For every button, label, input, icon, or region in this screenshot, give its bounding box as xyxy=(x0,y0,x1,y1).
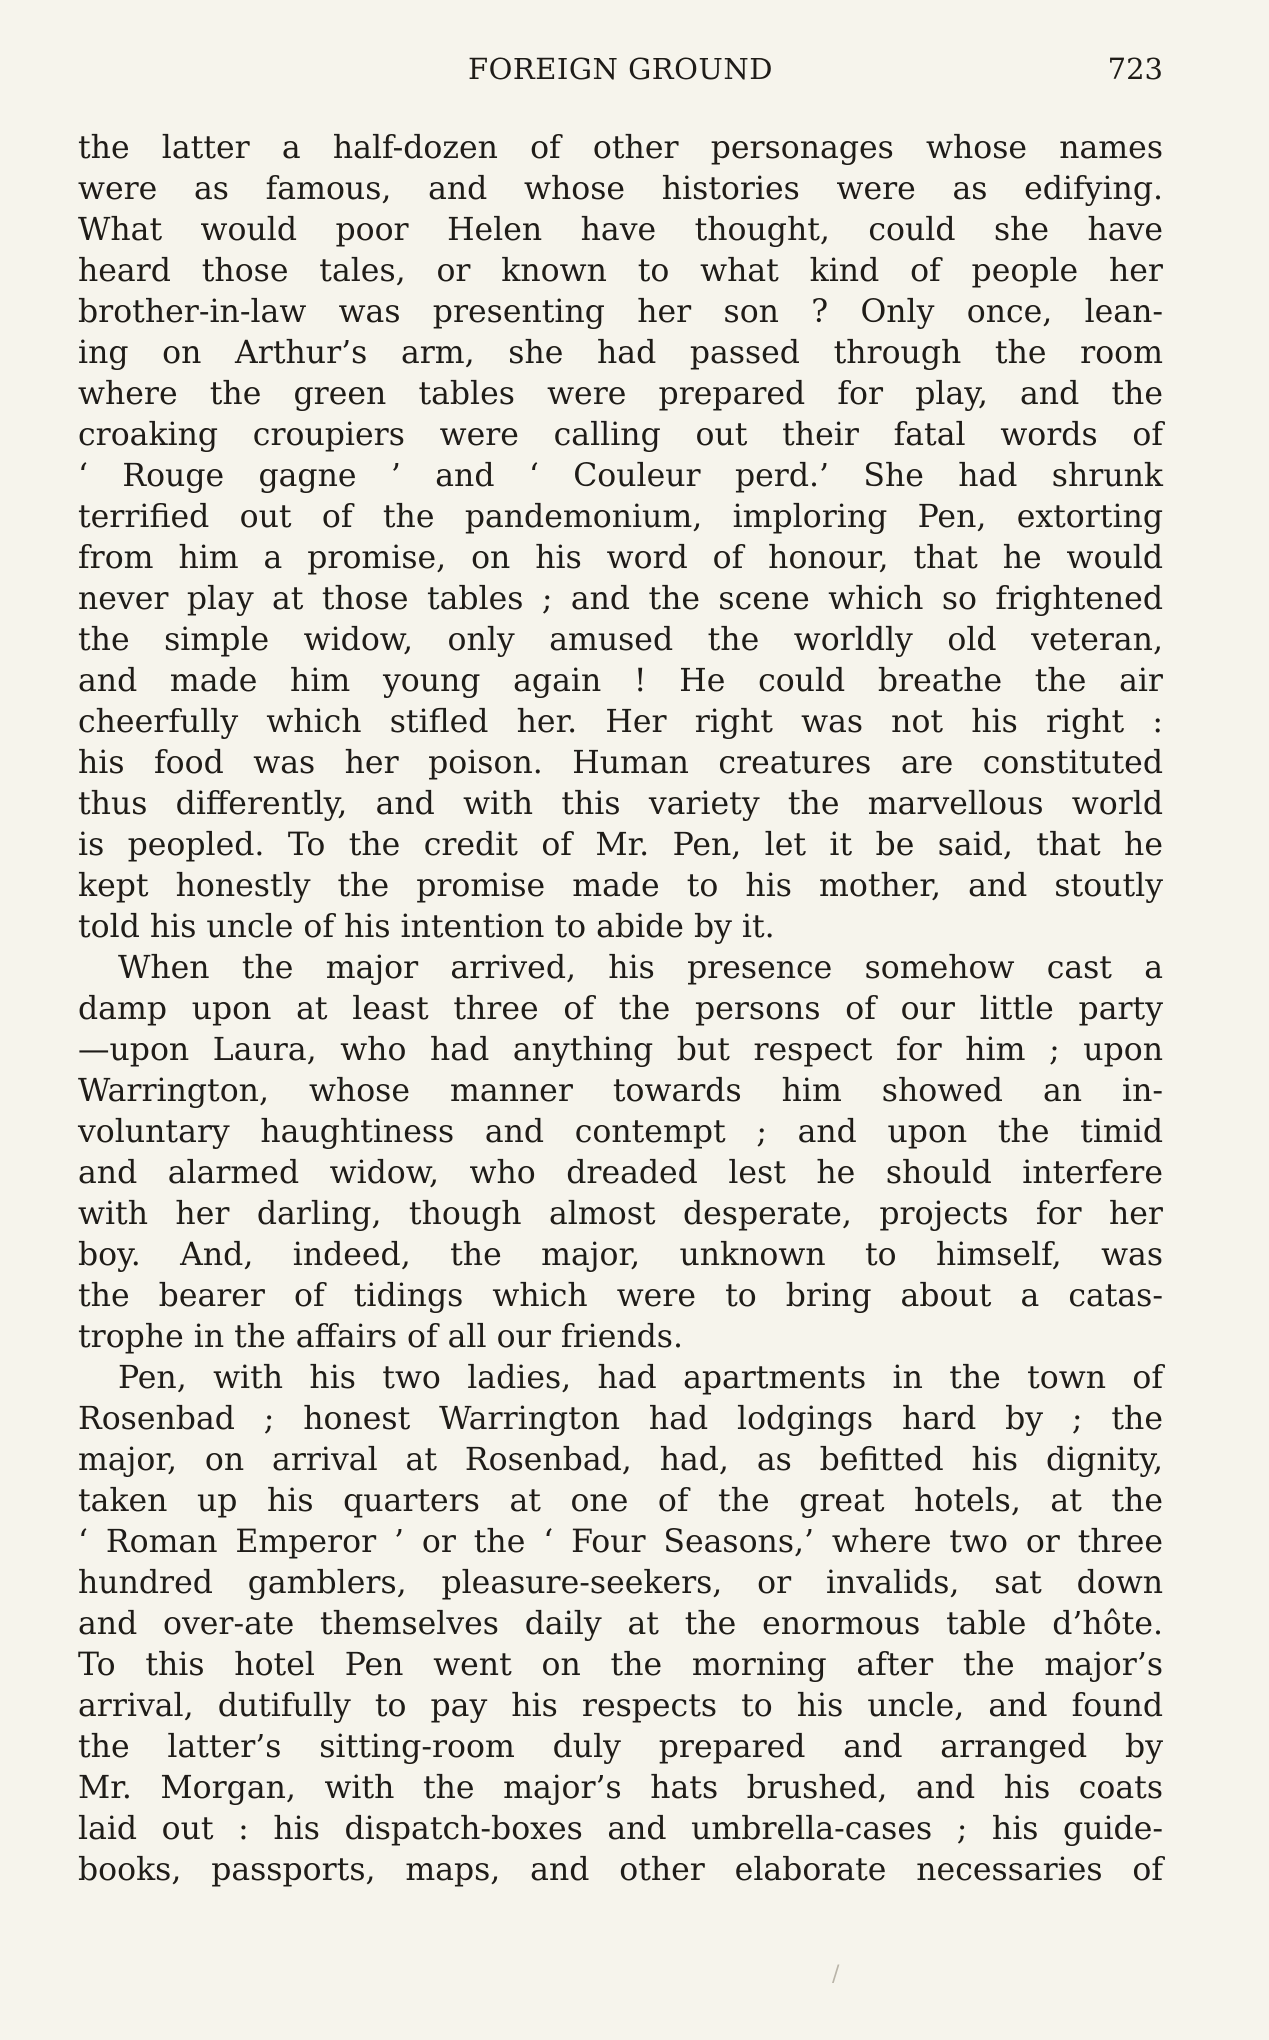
paragraph-end-line: trophe in the affairs of all our friends. xyxy=(78,1319,683,1355)
text-line: voluntary haughtiness and contempt ; and upon the timid xyxy=(78,1114,1163,1150)
text-line: thus differently, and with this variety the marvellous world xyxy=(78,786,1163,822)
text-line: ‘ Rouge gagne ’ and ‘ Couleur perd.’ She had shrunk xyxy=(78,458,1163,494)
text-line: his food was her poison. Human creatures are constituted xyxy=(78,745,1163,781)
text-line: taken up his quarters at one of the great hotels, at the xyxy=(78,1483,1163,1519)
paragraph-start-line: When the major arrived, his presence somehow cast a xyxy=(118,950,1163,986)
text-line: ‘ Roman Emperor ’ or the ‘ Four Seasons,’ where two or three xyxy=(78,1524,1163,1560)
text-line: the simple widow, only amused the worldly old veteran, xyxy=(78,622,1163,658)
text-line: is peopled. To the credit of Mr. Pen, let it be said, that he xyxy=(78,827,1163,863)
text-line: Mr. Morgan, with the major’s hats brushed, and his coats xyxy=(78,1770,1163,1806)
running-head: FOREIGN GROUND xyxy=(468,52,773,86)
text-line: What would poor Helen have thought, could she have xyxy=(78,212,1163,248)
text-line: where the green tables were prepared for play, and the xyxy=(78,376,1163,412)
text-line: with her darling, though almost desperate, projects for her xyxy=(78,1196,1163,1232)
text-line: croaking croupiers were calling out their fatal words of xyxy=(78,417,1163,453)
text-line: kept honestly the promise made to his mother, and stoutly xyxy=(78,868,1163,904)
text-line: Rosenbad ; honest Warrington had lodgings hard by ; the xyxy=(78,1401,1163,1437)
text-line: laid out : his dispatch-boxes and umbrella-cases ; his guide- xyxy=(78,1811,1163,1847)
text-line: books, passports, maps, and other elaborate necessaries of xyxy=(78,1852,1163,1888)
page-header xyxy=(78,52,1163,96)
body-text xyxy=(78,128,1163,1891)
page-number: 723 xyxy=(1107,52,1163,86)
text-line: the latter a half-dozen of other personages whose names xyxy=(78,130,1163,166)
text-line: arrival, dutifully to pay his respects to his uncle, and found xyxy=(78,1688,1163,1724)
text-line: cheerfully which stifled her. Her right was not his right : xyxy=(78,704,1163,740)
text-line: Warrington, whose manner towards him showed an in- xyxy=(78,1073,1163,1109)
text-line: major, on arrival at Rosenbad, had, as befitted his dignity, xyxy=(78,1442,1163,1478)
text-line: and over-ate themselves daily at the enormous table d’hôte. xyxy=(78,1606,1163,1642)
text-line: ing on Arthur’s arm, she had passed through the room xyxy=(78,335,1163,371)
text-line: and made him young again ! He could breathe the air xyxy=(78,663,1163,699)
paragraph-end-line: told his uncle of his intention to abide by it. xyxy=(78,909,775,945)
text-line: terrified out of the pandemonium, imploring Pen, extorting xyxy=(78,499,1163,535)
text-line: damp upon at least three of the persons of our little party xyxy=(78,991,1163,1027)
text-line: were as famous, and whose histories were as edifying. xyxy=(78,171,1163,207)
text-line: and alarmed widow, who dreaded lest he should interfere xyxy=(78,1155,1163,1191)
text-line: brother-in-law was presenting her son ? Only once, lean- xyxy=(78,294,1163,330)
stray-mark: / xyxy=(832,1962,840,1987)
text-line: the latter’s sitting-room duly prepared and arranged by xyxy=(78,1729,1163,1765)
text-line: never play at those tables ; and the scene which so frightened xyxy=(78,581,1163,617)
text-line: the bearer of tidings which were to bring about a catas- xyxy=(78,1278,1163,1314)
text-line: To this hotel Pen went on the morning after the major’s xyxy=(78,1647,1163,1683)
text-line: heard those tales, or known to what kind of people her xyxy=(78,253,1163,289)
text-line: boy. And, indeed, the major, unknown to himself, was xyxy=(78,1237,1163,1273)
text-line: hundred gamblers, pleasure-seekers, or invalids, sat down xyxy=(78,1565,1163,1601)
text-line: —upon Laura, who had anything but respect for him ; upon xyxy=(78,1032,1163,1068)
paragraph-start-line: Pen, with his two ladies, had apartments in the town of xyxy=(118,1360,1163,1396)
text-line: from him a promise, on his word of honour, that he would xyxy=(78,540,1163,576)
